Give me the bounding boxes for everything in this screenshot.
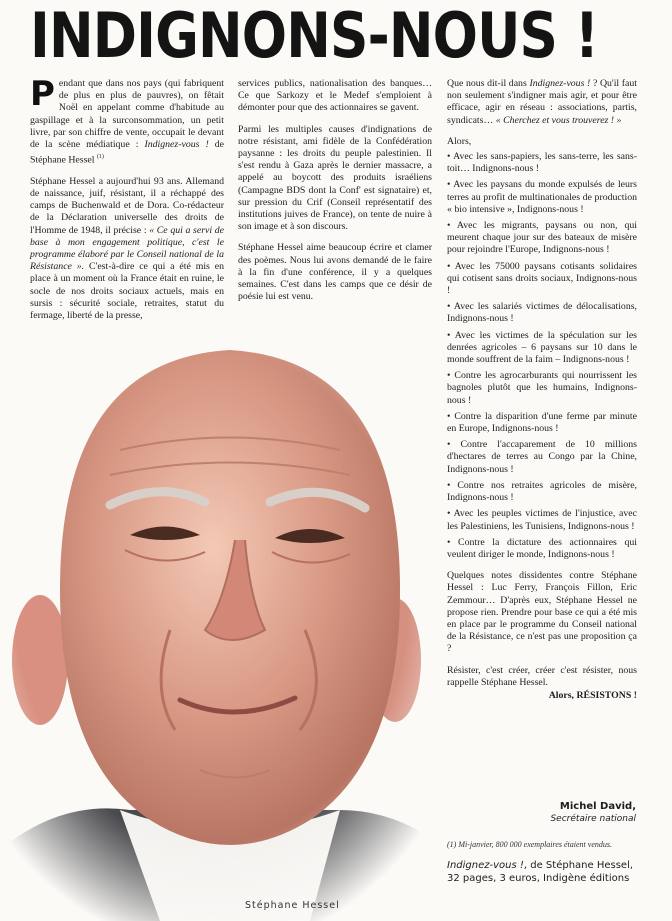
column-1: [30, 74, 224, 331]
list-item: • Contre les agrocarburants qui nourrissent les bagnoles plutôt que les humains, Indignons-nous !: [447, 370, 637, 406]
list-item: • Avec les salariés victimes de délocalisations, Indignons-nous !: [447, 301, 637, 325]
drop-cap: P: [30, 74, 55, 114]
footnote-ref: (1): [96, 154, 104, 161]
book-info: Indignez-vous !, de Stéphane Hessel, 32 pages, 3 euros, Indigène éditions: [447, 860, 634, 884]
list-item: • Contre nos retraites agricoles de misère, Indignons-nous !: [447, 479, 637, 504]
list-item: • Avec les sans-papiers, les sans-terre, les sans-toit… Indignons-nous !: [447, 151, 637, 175]
column-3: [447, 78, 637, 702]
list-item: • Contre la dictature des actionnaires qui veulent diriger le monde, Indignons-nous !: [447, 536, 637, 560]
list-item: • Contre la disparition d'une ferme par minute en Europe, Indignons-nous !: [447, 410, 637, 435]
biography-paragraph: Stéphane Hessel a aujourd'hui 93 ans. Allemand de naissance, juif, résistant, il a réchappé des camps de Buchenwald et de Dora. Co-rédacteur de la Déclaration universelle des droits de l'Homme de 1948, il précise : « Ce qui a servi de base à mon engagement politique, c'est le programme élaboré par le Conseil national de la Résistance ». C'est-à-dire ce qui a été mis en place à un moment où la France était en ruine, le socle de nos droits sociaux actuels, mais en sursis : sécurité sociale, retraites, statut du fermage, liberté de la presse,: [30, 175, 224, 321]
intro-paragraph: Pendant que dans nos pays (qui fabriquent de plus en plus de pauvres), on fêtait Noël en appelant comme d'habitude au gaspillage et à la surconsommation, un petit livre, par son chiffre de vente, occupait le devant de la scène médiatique : Indignez-vous ! de Stéphane Hessel $^{(1)}$: [30, 74, 224, 166]
footnote: (1) Mi-janvier, 800 000 exemplaires étaient vendus.: [447, 840, 612, 849]
book-details: 32 pages, 3 euros, Indigène éditions: [447, 872, 630, 884]
book-title: Indignez-vous !: [447, 860, 524, 871]
paragraph: Stéphane Hessel aime beaucoup écrire et clamer des poèmes. Nous lui avons demandé de le faire à la fin d'une conférence, il y a quelques semaines. C'est dans les camps que ce désir de poésie lui est venu.: [238, 242, 432, 303]
signature-name: Michel David,: [559, 801, 636, 812]
alors-label: Alors,: [447, 135, 472, 147]
portrait-photo: [0, 330, 470, 921]
paragraph: Résister, c'est créer, créer c'est résister, nous rappelle Stéphane Hessel.: [447, 664, 637, 688]
list-item: • Contre l'accaparement de 10 millions d'hectares de terres au Congo par la Chine, Indignons-nous !: [447, 439, 637, 475]
paragraph: services publics, nationalisation des banques… Ce que Sarkozy et le Medef s'emploient à démonter pour que des actionnaires se gavent.: [238, 78, 432, 114]
paragraph: Quelques notes dissidentes contre Stéphane Hessel : Luc Ferry, François Fillon, Eric Zemmour… D'après eux, Stéphane Hessel ne propose rien. Prendre pour base ce qui a été mis en place par le programme du Conseil national de la Résistance, ce n'est pas une proposition ça ?: [447, 570, 637, 655]
list-item: • Avec les victimes de la spéculation sur les denrées agricoles – 6 paysans sur 10 dans le monde souffrent de la faim – Indignons-nous !: [447, 329, 637, 366]
paragraph: Que nous dit-il dans Indignez-vous ! ? Qu'il faut non seulement s'indigner mais agir, et pour être efficace, agir en réseau : associations, partis, syndicats… « Cherchez et vous trouverez ! »: [447, 78, 638, 126]
signature-role: Secrétaire national: [550, 814, 636, 824]
column-2: [238, 78, 432, 312]
photo-caption: Stéphane Hessel: [245, 900, 340, 911]
list-item: • Avec les 75000 paysans cotisants solidaires qui cotisent sans droits sociaux, Indignons-nous !: [447, 260, 637, 297]
headline: INDIGNONS-NOUS !: [30, 0, 599, 72]
closing-line: Alors, RÉSISTONS !: [548, 689, 637, 701]
list-item: • Avec les peuples victimes de l'injustice, avec les Palestiniens, les Tunisiens, Indignons-nous !: [447, 508, 637, 532]
paragraph: Parmi les multiples causes d'indignations de notre résistant, ami fidèle de la Confédération paysanne : les droits du peuple palestinien. Il s'est rendu à Gaza après le dernier massacre, a appelé au boycott des produits israéliens (Campagne BDS dont la Conf' est signataire) et, sur pression du Crif (Conseil représentatif des institutions juives de France), on tente de nuire à son image et à son discours.: [238, 123, 432, 233]
list-item: • Avec les migrants, paysans ou non, qui meurent chaque jour sur des bateaux de misère pour rejoindre l'Europe, Indignons-nous !: [447, 220, 637, 256]
list-item: • Avec les paysans du monde expulsés de leurs terres au profit de multinationales de production « bio intensive », Indignons-nous !: [447, 179, 637, 215]
